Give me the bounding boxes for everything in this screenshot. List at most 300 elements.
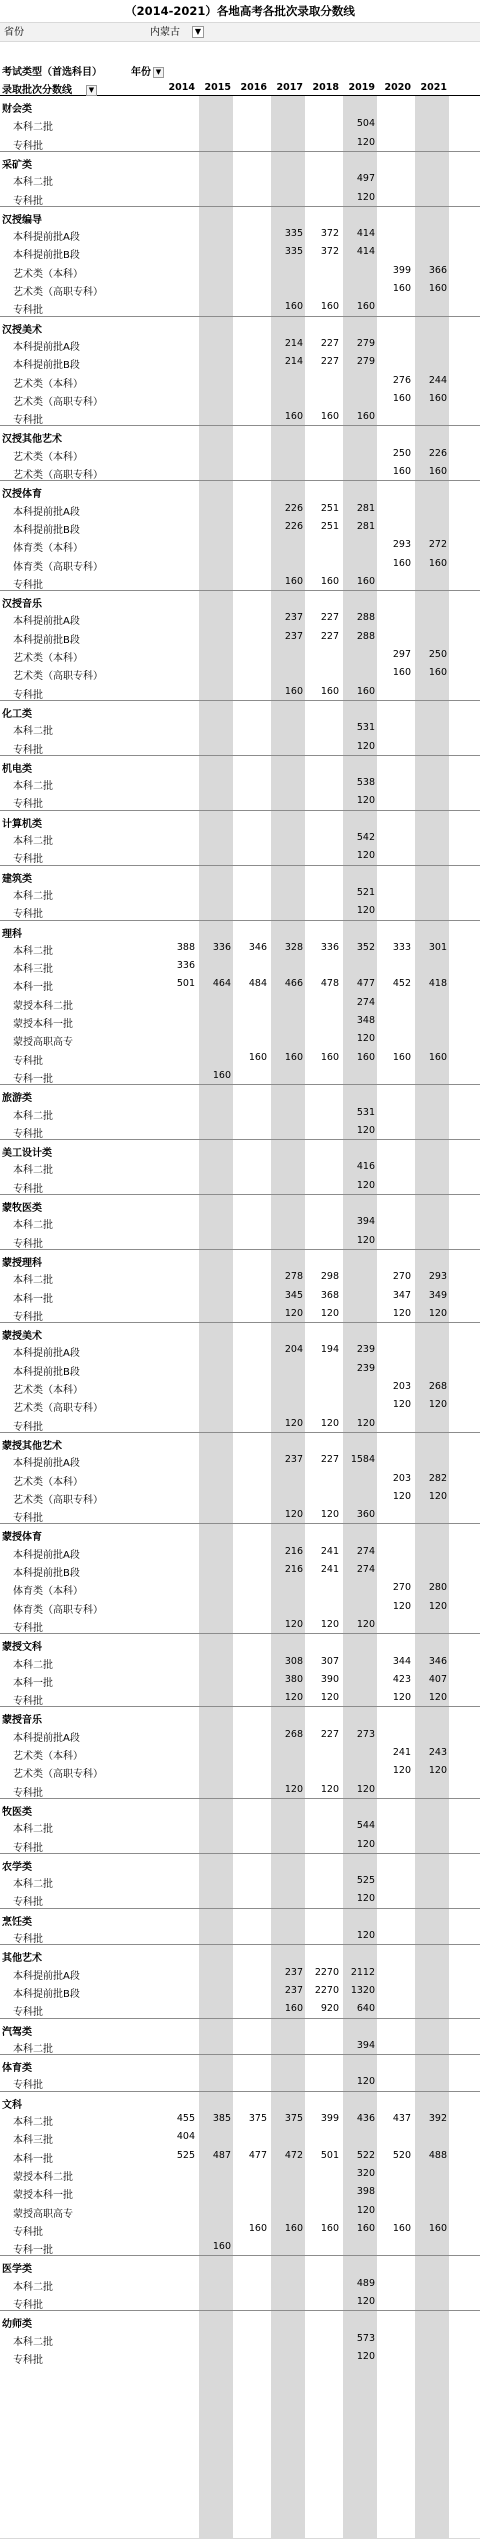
score-cell-2018: 120 xyxy=(320,1618,339,1630)
category-label: 幼师类 xyxy=(2,2319,32,2331)
score-cell-2019: 120 xyxy=(356,1234,375,1246)
table-row xyxy=(0,1231,480,1249)
table-row xyxy=(0,1029,480,1047)
score-cell-2020: 347 xyxy=(392,1289,411,1301)
category-label: 理科 xyxy=(2,928,22,940)
score-cell-2017: 237 xyxy=(284,1984,303,1996)
score-cell-2021: 301 xyxy=(428,941,447,953)
batch-label: 艺术类（本科） xyxy=(13,268,83,280)
score-cell-2017: 335 xyxy=(284,228,303,240)
category-label: 化工类 xyxy=(2,708,32,720)
score-cell-2018: 251 xyxy=(320,502,339,514)
category-label: 采矿类 xyxy=(2,159,32,171)
table-row xyxy=(0,1286,480,1304)
year-col-header-2017: 2017 xyxy=(276,82,303,93)
score-cell-2021: 160 xyxy=(428,2222,447,2234)
category-label: 蒙牧医类 xyxy=(2,1203,42,1214)
batch-label: 专科批 xyxy=(13,2080,43,2092)
score-cell-2021: 120 xyxy=(428,1692,447,1704)
batch-label: 本科提前批A段 xyxy=(13,232,80,244)
batch-label: 本科二批 xyxy=(13,2043,53,2055)
score-cell-2014: 455 xyxy=(176,2113,195,2124)
score-cell-2017: 160 xyxy=(284,575,303,587)
category-row xyxy=(0,425,480,446)
batch-label: 本科二批 xyxy=(13,2281,53,2293)
table-row xyxy=(0,261,480,279)
batch-label: 专科批 xyxy=(13,1897,43,1909)
score-cell-2021: 226 xyxy=(428,447,447,459)
score-cell-2021: 349 xyxy=(428,1289,447,1301)
score-cell-2017: 160 xyxy=(284,411,303,423)
score-cell-2019: 573 xyxy=(356,2332,375,2344)
category-row xyxy=(0,810,480,828)
batch-label: 专科批 xyxy=(13,689,43,701)
batch-label: 专科批 xyxy=(13,2007,43,2019)
category-label: 汉授美术 xyxy=(2,324,42,336)
table-row xyxy=(0,371,480,389)
batch-label: 本科二批 xyxy=(13,836,53,847)
batch-label: 艺术类（高职专科） xyxy=(13,287,103,298)
score-cell-2021: 243 xyxy=(428,1747,447,1758)
score-cell-2018: 160 xyxy=(320,1051,339,1063)
score-cell-2019: 414 xyxy=(356,246,375,258)
year-col-header-2019: 2019 xyxy=(348,82,375,93)
score-cell-2019: 521 xyxy=(356,886,375,898)
table-row xyxy=(0,334,480,352)
score-cell-2020: 250 xyxy=(392,447,411,459)
table-row xyxy=(0,2182,480,2200)
table-row xyxy=(0,1981,480,1999)
table-row xyxy=(0,737,480,755)
batch-label: 艺术类（本科） xyxy=(13,378,83,390)
category-row xyxy=(0,1194,480,1212)
batch-label: 专科批 xyxy=(13,1622,43,1634)
table-row xyxy=(0,1176,480,1194)
category-row xyxy=(0,206,480,224)
score-cell-2018: 120 xyxy=(320,1307,339,1319)
score-cell-2020: 241 xyxy=(392,1747,411,1758)
score-cell-2017: 472 xyxy=(284,2149,303,2161)
table-row xyxy=(0,901,480,919)
score-cell-2019: 531 xyxy=(356,1106,375,1118)
score-cell-2018: 920 xyxy=(320,2003,339,2015)
table-row xyxy=(0,1450,480,1468)
score-cell-2019: 120 xyxy=(356,1618,375,1630)
table-row xyxy=(0,1011,480,1029)
score-cell-2021: 120 xyxy=(428,1490,447,1502)
score-cell-2017: 237 xyxy=(284,612,303,624)
score-cell-2020: 333 xyxy=(392,941,411,953)
score-cell-2015: 464 xyxy=(212,978,231,990)
batch-label: 本科二批 xyxy=(13,1824,53,1836)
batch-label: 专科批 xyxy=(13,854,43,866)
score-cell-2019: 274 xyxy=(356,996,375,1008)
category-row xyxy=(0,2018,480,2036)
table-row xyxy=(0,718,480,736)
score-cell-2016: 484 xyxy=(248,978,267,990)
score-cell-2021: 160 xyxy=(428,283,447,294)
table-row xyxy=(0,188,480,206)
score-cell-2014: 336 xyxy=(176,960,195,972)
score-cell-2020: 160 xyxy=(392,392,411,404)
batch-label: 本科二批 xyxy=(13,1220,53,1232)
table-row xyxy=(0,1578,480,1596)
table-row xyxy=(0,1761,480,1779)
score-cell-2018: 241 xyxy=(320,1564,339,1575)
table-row xyxy=(0,279,480,297)
category-label: 汽驾类 xyxy=(2,2026,32,2038)
score-cell-2019: 360 xyxy=(356,1509,375,1521)
category-label: 汉授其他艺术 xyxy=(2,434,62,446)
category-row xyxy=(0,2091,480,2109)
score-cell-2021: 160 xyxy=(428,557,447,569)
table-row xyxy=(0,2347,480,2365)
table-row xyxy=(0,499,480,517)
score-cell-2018: 298 xyxy=(320,1271,339,1283)
score-cell-2020: 120 xyxy=(392,1490,411,1502)
table-row xyxy=(0,444,480,462)
score-cell-2019: 273 xyxy=(356,1728,375,1740)
score-cell-2017: 160 xyxy=(284,2003,303,2015)
score-cell-2015: 336 xyxy=(212,941,231,953)
score-cell-2021: 120 xyxy=(428,1399,447,1411)
province-filter-label: 省份 xyxy=(4,27,24,38)
filter-icon[interactable]: ▼ xyxy=(192,26,204,38)
year-col-header-2018: 2018 xyxy=(312,82,339,93)
score-cell-2020: 160 xyxy=(392,466,411,477)
batch-label: 本科三批 xyxy=(13,2135,53,2147)
score-cell-2021: 280 xyxy=(428,1582,447,1594)
table-row xyxy=(0,2329,480,2347)
table-row xyxy=(0,1871,480,1889)
score-cell-2021: 120 xyxy=(428,1600,447,1612)
score-cell-2017: 120 xyxy=(284,1783,303,1795)
score-cell-2019: 279 xyxy=(356,337,375,349)
category-row xyxy=(0,1633,480,1654)
table-row xyxy=(0,1743,480,1761)
score-cell-2019: 279 xyxy=(356,356,375,368)
batch-label: 蒙授高职高专 xyxy=(13,1037,73,1049)
batch-label: 体育类（本科） xyxy=(13,543,83,555)
score-cell-2017: 216 xyxy=(284,1564,303,1575)
batch-label: 艺术类（高职专科） xyxy=(13,1494,103,1506)
table-row xyxy=(0,1157,480,1175)
batch-label: 专科批 xyxy=(13,1696,43,1708)
score-cell-2019: 120 xyxy=(356,850,375,862)
score-cell-2017: 160 xyxy=(284,1051,303,1063)
province-filter-value[interactable]: 内蒙古 xyxy=(150,27,180,38)
table-row xyxy=(0,554,480,572)
score-cell-2019: 352 xyxy=(356,941,375,953)
batch-label: 本科二批 xyxy=(13,945,53,957)
score-cell-2019: 477 xyxy=(356,978,375,990)
score-cell-2018: 251 xyxy=(320,520,339,532)
dropdown-arrow-icon[interactable]: ▼ xyxy=(153,67,164,78)
score-cell-2019: 120 xyxy=(356,905,375,917)
score-cell-2019: 160 xyxy=(356,411,375,423)
score-cell-2019: 2112 xyxy=(350,1966,375,1978)
category-row xyxy=(0,480,480,501)
batch-label: 本科提前批B段 xyxy=(13,524,80,536)
header-row-batch xyxy=(0,78,480,96)
category-label: 计算机类 xyxy=(2,818,42,830)
category-label: 汉授编导 xyxy=(2,214,42,226)
score-cell-2021: 272 xyxy=(428,539,447,551)
table-row xyxy=(0,1963,480,1981)
category-row xyxy=(0,1139,480,1160)
score-cell-2021: 293 xyxy=(428,1271,447,1283)
batch-label: 本科提前批B段 xyxy=(13,634,80,646)
score-cell-2021: 160 xyxy=(428,392,447,404)
score-cell-2019: 348 xyxy=(356,1015,375,1026)
score-cell-2019: 120 xyxy=(356,1838,375,1850)
category-label: 蒙授美术 xyxy=(2,1331,42,1343)
batch-label: 专科批 xyxy=(13,1311,43,1323)
batch-label: 专科批 xyxy=(13,909,43,921)
dropdown-arrow-icon[interactable]: ▼ xyxy=(86,85,97,96)
batch-label: 本科提前批A段 xyxy=(13,1348,80,1360)
score-cell-2021: 160 xyxy=(428,667,447,679)
table-row xyxy=(0,1066,480,1084)
table-row xyxy=(0,645,480,663)
score-cell-2019: 1584 xyxy=(350,1454,375,1466)
table-row xyxy=(0,2164,480,2182)
score-cell-2017: 268 xyxy=(284,1728,303,1740)
score-cell-2020: 270 xyxy=(392,1271,411,1283)
table-row xyxy=(0,224,480,242)
table-row xyxy=(0,1377,480,1395)
table-row xyxy=(0,2201,480,2219)
score-cell-2019: 288 xyxy=(356,630,375,642)
score-cell-2015: 487 xyxy=(212,2149,231,2161)
score-cell-2018: 160 xyxy=(320,2222,339,2234)
category-label: 蒙授体育 xyxy=(2,1532,42,1544)
batch-label: 专科批 xyxy=(13,1128,43,1140)
table-row xyxy=(0,1688,480,1706)
score-cell-2018: 160 xyxy=(320,411,339,423)
score-cell-2017: 278 xyxy=(284,1271,303,1283)
table-row xyxy=(0,517,480,535)
table-row xyxy=(0,133,480,151)
score-cell-2020: 452 xyxy=(392,978,411,990)
score-cell-2018: 120 xyxy=(320,1509,339,1521)
score-cell-2017: 216 xyxy=(284,1545,303,1557)
batch-label: 本科二批 xyxy=(13,1879,53,1891)
table-row xyxy=(0,389,480,407)
table-row xyxy=(0,242,480,260)
score-cell-2020: 437 xyxy=(392,2113,411,2124)
category-row xyxy=(0,2255,480,2276)
score-cell-2019: 416 xyxy=(356,1161,375,1173)
batch-label: 本科二批 xyxy=(13,890,53,902)
batch-header xyxy=(2,81,97,96)
batch-label: 本科二批 xyxy=(13,1110,53,1122)
category-row xyxy=(0,1944,480,1965)
score-cell-2019: 274 xyxy=(356,1545,375,1557)
table-row xyxy=(0,682,480,700)
batch-label: 本科二批 xyxy=(13,1275,53,1287)
score-cell-2017: 335 xyxy=(284,246,303,258)
batch-label: 专科批 xyxy=(13,579,43,591)
category-row xyxy=(0,2310,480,2331)
score-cell-2017: 160 xyxy=(284,301,303,313)
batch-label: 本科一批 xyxy=(13,2153,53,2165)
category-label: 机电类 xyxy=(2,763,32,775)
batch-label: 专科批 xyxy=(13,1421,43,1433)
score-cell-2020: 270 xyxy=(392,1582,411,1594)
score-cell-2019: 120 xyxy=(356,136,375,148)
table-row xyxy=(0,1780,480,1798)
score-cell-2021: 120 xyxy=(428,1765,447,1777)
table-row xyxy=(0,1395,480,1413)
batch-label: 艺术类（本科） xyxy=(13,1476,83,1488)
score-cell-2016: 346 xyxy=(248,941,267,953)
batch-label: 专科一批 xyxy=(13,2245,53,2257)
score-cell-2020: 160 xyxy=(392,2222,411,2234)
score-cell-2017: 375 xyxy=(284,2113,303,2124)
score-cell-2018: 399 xyxy=(320,2113,339,2124)
category-row xyxy=(0,316,480,334)
table-row xyxy=(0,627,480,645)
category-label: 其他艺术 xyxy=(2,1953,42,1965)
score-cell-2017: 237 xyxy=(284,1454,303,1466)
category-row xyxy=(0,151,480,169)
batch-label: 体育类（本科） xyxy=(13,1586,83,1598)
score-cell-2017: 345 xyxy=(284,1289,303,1301)
batch-label: 本科提前批B段 xyxy=(13,1366,80,1378)
batch-header-label: 录取批次分数线 xyxy=(2,85,72,96)
score-cell-2019: 394 xyxy=(356,2039,375,2051)
batch-label: 专科批 xyxy=(13,1513,43,1525)
batch-label: 蒙授本科二批 xyxy=(13,2171,73,2183)
score-cell-2019: 160 xyxy=(356,2222,375,2234)
year-col-header-2016: 2016 xyxy=(240,82,267,93)
score-cell-2019: 497 xyxy=(356,173,375,185)
batch-label: 本科二批 xyxy=(13,2117,53,2128)
score-cell-2019: 542 xyxy=(356,832,375,843)
score-cell-2020: 120 xyxy=(392,1692,411,1704)
batch-label: 本科提前批A段 xyxy=(13,1549,80,1561)
table-row xyxy=(0,407,480,425)
category-label: 文科 xyxy=(2,2099,22,2111)
batch-label: 艺术类（高职专科） xyxy=(13,396,103,408)
table-row xyxy=(0,828,480,846)
score-cell-2019: 538 xyxy=(356,777,375,789)
category-row xyxy=(0,1084,480,1105)
category-label: 蒙授文科 xyxy=(2,1642,42,1654)
score-cell-2019: 1320 xyxy=(350,1984,375,1996)
score-cell-2019: 531 xyxy=(356,722,375,734)
year-col-header-2014: 2014 xyxy=(168,82,195,93)
score-cell-2019: 525 xyxy=(356,1875,375,1887)
score-cell-2019: 120 xyxy=(356,2076,375,2088)
category-row xyxy=(0,865,480,883)
table-row xyxy=(0,956,480,974)
score-cell-2019: 414 xyxy=(356,228,375,240)
batch-label: 本科二批 xyxy=(13,2336,53,2348)
score-cell-2019: 522 xyxy=(356,2149,375,2161)
score-cell-2019: 120 xyxy=(356,1124,375,1136)
batch-label: 专科批 xyxy=(13,1934,43,1945)
score-cell-2019: 160 xyxy=(356,301,375,313)
table-row xyxy=(0,2274,480,2292)
score-cell-2017: 120 xyxy=(284,1417,303,1429)
table-row xyxy=(0,462,480,480)
score-cell-2018: 501 xyxy=(320,2149,339,2161)
category-label: 牧医类 xyxy=(2,1806,32,1818)
batch-label: 本科提前批B段 xyxy=(13,250,80,262)
batch-label: 专科批 xyxy=(13,2300,43,2311)
year-col-header-2020: 2020 xyxy=(384,82,411,93)
category-label: 蒙授音乐 xyxy=(2,1715,42,1727)
score-cell-2019: 288 xyxy=(356,612,375,624)
table-row xyxy=(0,2146,480,2164)
score-cell-2020: 520 xyxy=(392,2149,411,2161)
score-cell-2019: 394 xyxy=(356,1216,375,1228)
category-label: 财会类 xyxy=(2,104,32,115)
score-cell-2019: 281 xyxy=(356,520,375,532)
score-cell-2017: 308 xyxy=(284,1655,303,1667)
table-row xyxy=(0,1999,480,2017)
score-cell-2015: 160 xyxy=(212,2241,231,2253)
batch-label: 专科批 xyxy=(13,1842,43,1854)
batch-label: 专科批 xyxy=(13,1183,43,1195)
score-cell-2020: 120 xyxy=(392,1765,411,1777)
table-row xyxy=(0,1340,480,1358)
score-cell-2018: 227 xyxy=(320,356,339,368)
batch-label: 专科批 xyxy=(13,2354,43,2366)
score-cell-2018: 336 xyxy=(320,941,339,953)
score-cell-2020: 120 xyxy=(392,1399,411,1411)
category-label: 汉授体育 xyxy=(2,489,42,501)
score-cell-2018: 160 xyxy=(320,685,339,697)
table-row xyxy=(0,1267,480,1285)
table-row xyxy=(0,2292,480,2310)
score-cell-2020: 297 xyxy=(392,649,411,660)
score-cell-2021: 244 xyxy=(428,374,447,386)
score-cell-2019: 160 xyxy=(356,1051,375,1063)
score-cell-2018: 160 xyxy=(320,575,339,587)
province-filter-row xyxy=(0,22,480,42)
batch-label: 蒙授本科一批 xyxy=(13,1019,73,1030)
category-row xyxy=(0,1908,480,1926)
score-cell-2018: 120 xyxy=(320,1692,339,1704)
table-row xyxy=(0,114,480,132)
score-cell-2019: 274 xyxy=(356,1564,375,1575)
score-cell-2019: 120 xyxy=(356,1179,375,1191)
score-cell-2019: 320 xyxy=(356,2167,375,2179)
category-row xyxy=(0,700,480,718)
score-cell-2016: 477 xyxy=(248,2149,267,2161)
score-cell-2019: 160 xyxy=(356,685,375,697)
batch-label: 本科提前批B段 xyxy=(13,360,80,372)
category-label: 蒙授其他艺术 xyxy=(2,1440,62,1452)
score-cell-2018: 160 xyxy=(320,301,339,313)
score-cell-2018: 227 xyxy=(320,1728,339,1740)
score-cell-2018: 227 xyxy=(320,1454,339,1466)
score-cell-2021: 418 xyxy=(428,978,447,990)
score-cell-2020: 399 xyxy=(392,264,411,276)
category-row xyxy=(0,1249,480,1267)
score-cell-2020: 203 xyxy=(392,1472,411,1484)
score-cell-2020: 160 xyxy=(392,557,411,569)
score-cell-2020: 203 xyxy=(392,1381,411,1392)
batch-label: 专科批 xyxy=(13,799,43,811)
table-row xyxy=(0,846,480,864)
score-cell-2020: 423 xyxy=(392,1673,411,1685)
score-cell-2019: 120 xyxy=(356,191,375,203)
table-row xyxy=(0,1652,480,1670)
